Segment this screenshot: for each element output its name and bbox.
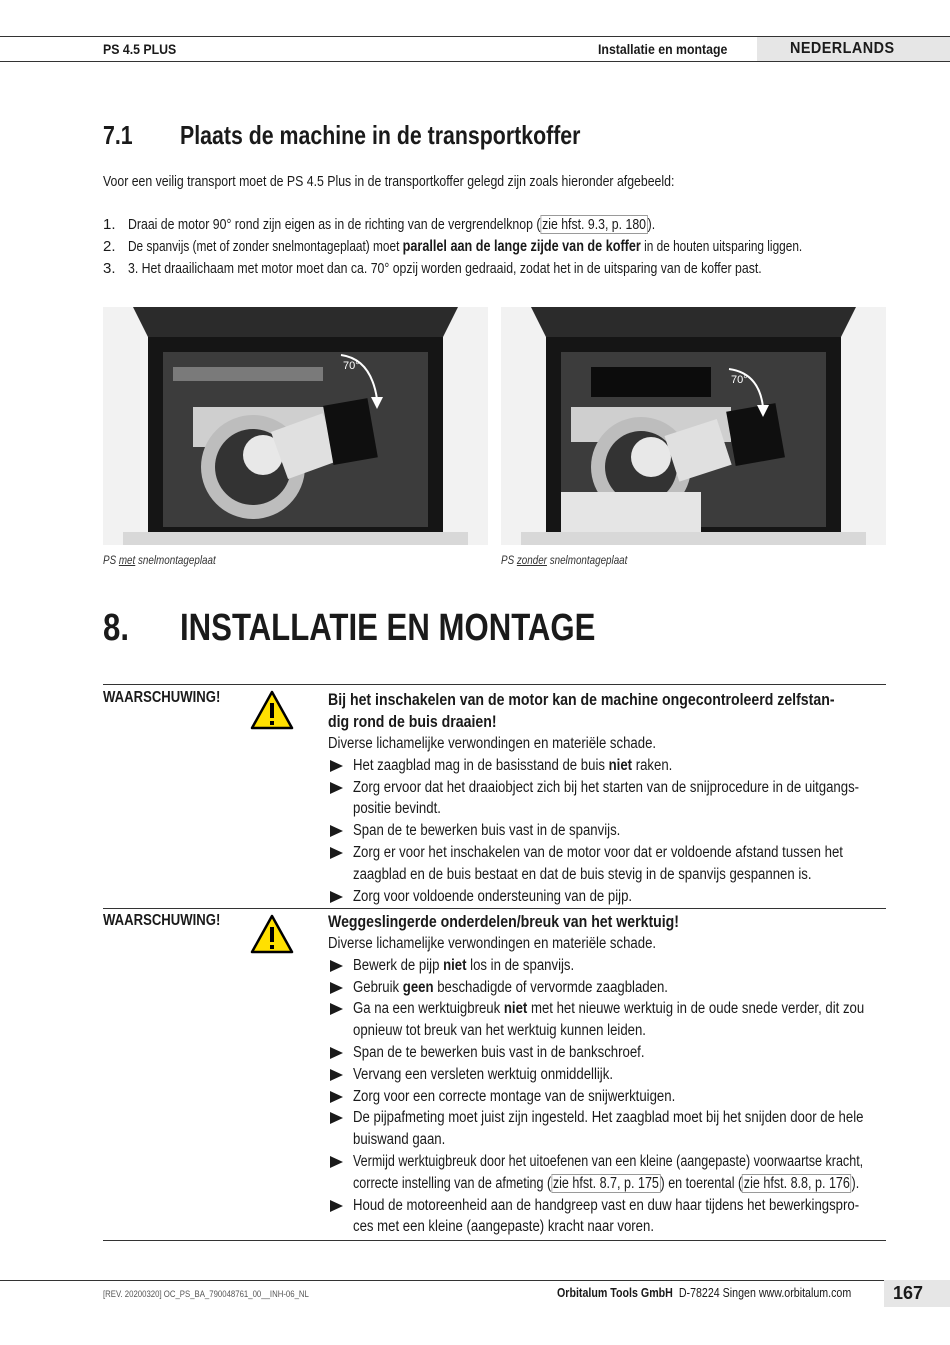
list-item: Zorg voor een correcte montage van de snijwerktuigen. — [328, 1086, 886, 1108]
header-chapter: Installatie en montage — [598, 41, 728, 57]
cross-reference-link[interactable]: zie hfst. 8.7, p. 175 — [552, 1174, 659, 1192]
photo-without-quick-mount-plate — [501, 307, 886, 545]
chapter-title: INSTALLATIE EN MONTAGE — [180, 607, 596, 649]
page-number-tab — [884, 1280, 950, 1307]
warning-heading: Bij het inschakelen van de motor kan de machine ongecontroleerd zelfstan- dig rond de buis draaien! — [328, 690, 835, 731]
cross-reference-link[interactable]: zie hfst. 8.8, p. 176 — [743, 1174, 850, 1192]
divider — [103, 684, 886, 685]
warning-content — [328, 911, 886, 1238]
list-item: Zorg ervoor dat het draaiobject zich bij het starten van de snijprocedure in de uitgangs- positie bevindt. — [328, 777, 886, 821]
warning-label: WAARSCHUWING! — [103, 689, 221, 706]
list-item: Span de te bewerken buis vast in de bankschroef. — [328, 1042, 886, 1064]
photo-with-quick-mount-plate — [103, 307, 488, 545]
list-item: Vervang een versleten werktuig onmiddellijk. — [328, 1064, 886, 1086]
section-number: 7.1 — [103, 120, 133, 150]
warning-heading: Weggeslingerde onderdelen/breuk van het werktuig! — [328, 912, 679, 931]
list-item: Gebruik geen beschadigde of vervormde zaagbladen. — [328, 977, 886, 999]
warning-label: WAARSCHUWING! — [103, 912, 221, 929]
angle-label: 70° — [731, 374, 748, 386]
warning-content — [328, 689, 886, 907]
page-number: 167 — [893, 1283, 924, 1303]
footer-company: Orbitalum Tools GmbH D-78224 Singen www.orbitalum.com — [557, 1285, 852, 1300]
header-language-tab — [757, 37, 950, 61]
divider — [103, 1240, 886, 1241]
list-item: Zorg er voor het inschakelen van de motor voor dat er voldoende afstand tussen het zaagblad en de buis bestaat en dat de buis stevig in de spanvijs gespannen is. — [328, 842, 886, 886]
section-title: Plaats de machine in de transportkoffer — [180, 120, 581, 150]
cross-reference-link[interactable]: zie hfst. 9.3, p. 180 — [542, 216, 647, 233]
header-product: PS 4.5 PLUS — [103, 41, 177, 57]
list-item: Span de te bewerken buis vast in de spanvijs. — [328, 820, 886, 842]
warning-triangle-icon — [250, 690, 294, 730]
page-header — [0, 36, 950, 62]
warning-triangle-icon — [250, 914, 294, 954]
chapter-number: 8. — [103, 607, 129, 649]
section-intro: Voor een veilig transport moet de PS 4.5 Plus in de transportkoffer gelegd zijn zoals hieronder afgebeeld: — [103, 173, 675, 190]
list-item: Houd de motoreenheid aan de handgreep vast en duw haar tijdens het bewerkingspro- ces met een kleine (aangepaste) kracht naar voren. — [328, 1195, 886, 1239]
photo-caption: PS met snelmontageplaat — [103, 553, 216, 567]
angle-label: 70° — [343, 360, 360, 372]
list-item: Vermijd werktuigbreuk door het uitoefenen van een kleine (aangepaste) voorwaartse kracht, correcte instelling van de afmeting ( zie hfst. 8.7, p. 175 ) en toerental ( zie hfst. 8.8, p. 176 ). — [328, 1151, 886, 1195]
footer-revision: [REV. 20200320] OC_PS_BA_790048761_00__INH-06_NL — [103, 1289, 309, 1300]
list-item: Zorg voor voldoende ondersteuning van de pijp. — [328, 886, 886, 908]
list-item: Bewerk de pijp niet los in de spanvijs. — [328, 955, 886, 977]
photo-caption: PS zonder snelmontageplaat — [501, 553, 628, 567]
header-language: NEDERLANDS — [790, 40, 895, 57]
warning-consequence: Diverse lichamelijke verwondingen en materiële schade. — [328, 735, 657, 752]
warning-consequence: Diverse lichamelijke verwondingen en materiële schade. — [328, 935, 657, 952]
list-item: De pijpafmeting moet juist zijn ingesteld. Het zaagblad moet bij het snijden door de hele buiswand gaan. — [328, 1107, 886, 1151]
footer-divider — [0, 1280, 950, 1281]
divider — [103, 908, 886, 909]
list-item: Het zaagblad mag in de basisstand de buis niet raken. — [328, 755, 886, 777]
list-item: Ga na een werktuigbreuk niet met het nieuwe werktuig in de oude snede verder, dit zou opnieuw tot breuk van het werktuig kunnen leiden. — [328, 998, 886, 1042]
